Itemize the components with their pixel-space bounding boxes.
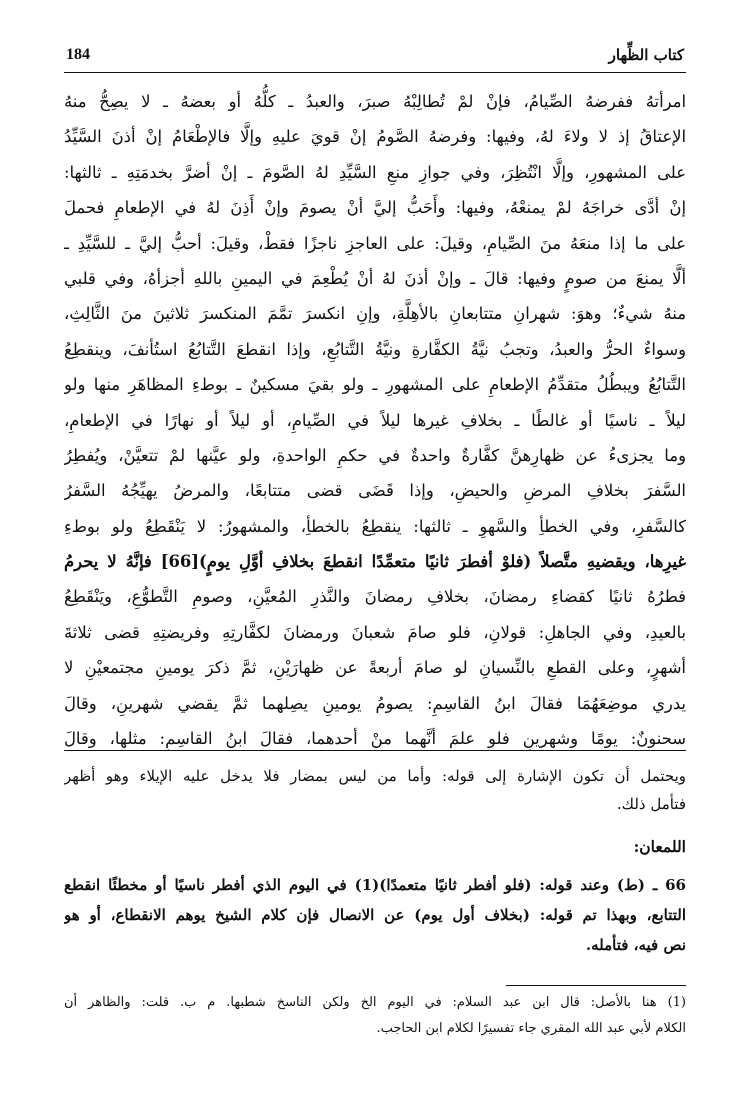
notes-separator	[64, 750, 686, 751]
commentary-line: فتأمل ذلك.	[616, 795, 686, 813]
lamaan-notes	[64, 870, 686, 960]
header-rule	[64, 72, 686, 73]
main-line: كالسَّفرِ، وفي الخطأِ والسَّهوِ ـ ثالثها: ينقطِعُ بالخطأِ، والمشهورُ: لا يَنْقَطِعُ ولو بوطءِ	[64, 516, 686, 536]
page-number: 184	[66, 46, 90, 63]
footnote-separator	[506, 985, 686, 986]
footnotes	[64, 990, 686, 1042]
main-line: يدري موضِعَهُمَا فقالَ ابنُ القاسِمِ: يصومُ يومينِ يصِلهما ثمَّ يقضي شهرينِ، وقالَ	[64, 693, 686, 713]
page-header	[64, 44, 686, 72]
main-line: الإعتاقُ إذ لا ولاءَ لهُ، وفيها: وفرضهُ الصَّومُ إنْ قويَ عليهِ وإلَّا فالإطْعَامُ إنْ أذنَ السَّيِّدُ	[64, 127, 686, 147]
footnote-line: الكلام لأبي عبد الله المقري جاء تفسيرًا لكلام ابن الحاجب.	[376, 1021, 686, 1036]
running-title: كتاب الظِّهار	[608, 46, 684, 64]
main-line: السَّفرَ بخلافِ المرضِ والحيضِ، وإذا قَضَى قضى متتابعًا، والمرضُ يهيِّجُهُ السَّفرُ	[64, 481, 686, 501]
lamaan-line: 66 ـ (ط) وعند قوله: (فلو أفطر ثانيًا متعمدًا)(1) في اليوم الذي أفطر ناسيًا أو مخطئًا انقطع	[64, 876, 686, 894]
main-line: ألَّا يمنعَ من صومٍ وفيها: قالَ ـ وإنْ أذنَ لهُ أنْ يُطْعِمَ في اليمينِ باللهِ أجزأهُ، وفي قلبي	[64, 268, 686, 288]
main-line: بالعيدِ، وفي الجاهلِ: قولانِ، فلو صامَ شعبانَ ورمضانَ لكفَّارتِهِ وفريضتِهِ قضى ثلاثةَ	[64, 622, 686, 642]
main-line: ليلاً ـ ناسيًا أو غالطًا ـ بخلافِ غيرها ليلاً في الصِّيامِ، أو ليلاً أو نهارًا في الإطعامِ،	[64, 410, 686, 430]
main-line: التَّتابُعُ ويبطُلُ متقدِّمُ الإطعامِ على المشهورِ ـ ولو بقيَ مسكينٌ ـ بوطءِ المظاهَرِ منها ولو	[64, 375, 686, 395]
main-line: وما يجزىءُ عن ظهارِهنَّ كفَّارةٌ واحدةٌ في حكمِ الواحدةِ، ولو عيَّنها لمْ تتعيَّنْ، ويُفطِرُ	[64, 445, 686, 465]
commentary-line: ويحتمل أن تكون الإشارة إلى قوله: وأما من ليس بمضار فلا يدخل عليه الإيلاء وهو أظهر	[64, 767, 686, 785]
main-line: سحنونٌ: يومًا وشهرينِ فلو علمَ أنَّهما منْ أحدهما، فقالَ ابنُ القاسِمِ: مثلها، وقالَ	[64, 729, 686, 749]
lamaan-line: التتابع، وبهذا تم قوله: (بخلاف أول يوم) عن الانصال فإن كلام الشيخ يوهم الانقطاع، أو هو	[64, 906, 686, 924]
main-text	[64, 84, 686, 756]
commentary	[64, 762, 686, 818]
main-line: منهُ شيءٌ؛ وهوَ: شهرانِ متتابعانِ بالأهِلَّةِ، وإنِ انكسرَ تمَّمَ المنكسرَ ثلاثينَ منَ الثَّالِثِ،	[64, 304, 686, 324]
main-line: على ما إذا منعَهُ منَ الصِّيامِ، وقيلَ: على العاجزِ ناجزًا فقطْ، وقيلَ: أحبُّ إليَّ ـ للسَّيِّدِ ـ	[64, 233, 686, 253]
main-line: أشهرٍ، وعلى القطعِ بالنِّسيانِ لو صامَ أربعةً عن ظهارَيْنِ، ثمَّ ذكرَ يومينِ مجتمعيْنِ لا	[64, 658, 686, 678]
main-line: فطرُهُ ثانيًا كقضاءِ رمضانَ، بخلافِ رمضانَ والنَّذرِ المُعيَّنِ، وصومِ التَّطوُّعِ، ويَنْقَطِعُ	[64, 587, 686, 607]
main-line: وسواءٌ الحرُّ والعبدُ، وتجبُ نيَّةُ الكفَّارةِ ونيَّةُ التَّتابُعِ، وإذا انقطعَ التَّتابُعُ استُأنفَ، وينقطِعُ	[64, 339, 686, 359]
lamaan-line: نص فيه، فتأمله.	[585, 936, 686, 954]
footnote-line: (1) هنا بالأصل: قال ابن عبد السلام: في اليوم الخ ولكن الناسخ شطبها. م ب. قلت: والظاهر أن	[64, 995, 686, 1010]
main-line: غيرِها، ويقضيهِ متَّصلاً (فلوْ أفطرَ ثانيًا متعمِّدًا انقطعَ بخلافِ أوَّلِ يومٍ)[66] فإنَّهُ لا يحرمُ	[64, 552, 686, 572]
main-line: على المشهورِ، وإلَّا انْتُظِرَ، وفي جوازِ منعِ السَّيِّدِ لهُ الصَّومَ ـ إنْ أضرَّ بخدمَتِهِ ـ ثالثها:	[64, 162, 686, 182]
main-line: إنْ أدَّى خراجَهُ لمْ يمنعْهُ، وفيها: وأَحَبُّ إليَّ أنْ يصومَ وإنْ أَذِنَ لهُ في الإطعامِ فحملَ	[64, 198, 686, 218]
main-line: امرأتهُ ففرضهُ الصِّيامُ، فإنْ لمْ تُطالِبْهُ صبرَ، والعبدُ ـ كلُّهُ أو بعضهُ ـ لا يصِحُّ منهُ	[64, 92, 686, 111]
lamaan-heading: اللمعان:	[633, 837, 686, 856]
